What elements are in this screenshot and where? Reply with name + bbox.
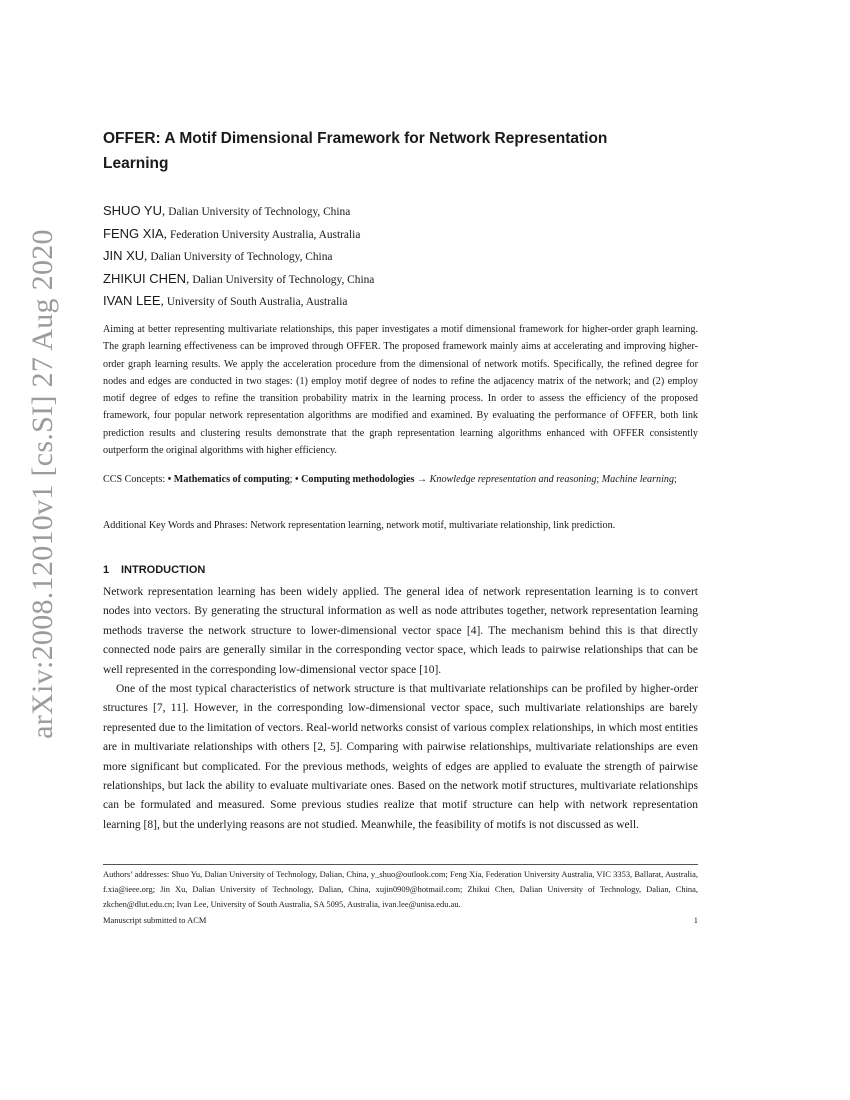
author-affiliation: Dalian University of Technology, China	[168, 206, 351, 218]
author-list	[103, 202, 698, 315]
page-number: 1	[693, 915, 698, 925]
author-entry: JIN XU, Dalian University of Technology, China	[103, 248, 333, 263]
intro-paragraph-2: One of the most typical characteristics of network structure is that multivariate relationships can be profiled by higher-order structures [7, 11]. However, in the corresponding low-dimensional vector space, such multivariate relationships are barely represented due to the limitation of vectors. Real-world networks consist of various complex relationships, in which most entities are in multivariate relationships with others [2, 5]. Comparing with pairwise relationships, multivariate relationships are even more significant but complicated. For the previous methods, weights of edges are applied to evaluate the strength of pairwise relationships, but lack the ability to evaluate multivariate ones. Based on the network motif structures, multivariate relationships can be formulated and measured. Some previous studies realize that motif structure can help with network representation learning [8], but the underlying reasons are not studied. Meanwhile, the feasibility of motifs is not discussed as well.	[103, 683, 698, 831]
author-affiliation: Dalian University of Technology, China	[150, 251, 333, 263]
author-name: IVAN LEE	[103, 293, 161, 308]
author-name: FENG XIA	[103, 225, 164, 241]
ccs-arrow: →	[414, 474, 430, 485]
footnote-divider	[103, 864, 698, 865]
ccs-separator: ;	[289, 474, 295, 485]
ccs-separator-2: ;	[596, 474, 602, 485]
ccs-end: ;	[674, 474, 677, 485]
author-affiliation: Federation University Australia, Australia	[169, 228, 361, 241]
manuscript-note: Manuscript submitted to ACM	[103, 915, 207, 925]
introduction-body	[103, 583, 698, 835]
author-entry: ZHIKUI CHEN, Dalian University of Technology, China	[103, 270, 375, 286]
ccs-concept-computing: • Computing methodologies	[295, 474, 415, 485]
author-name: JIN XU	[103, 248, 145, 263]
section-number: 1	[103, 564, 110, 576]
section-title: INTRODUCTION	[121, 564, 206, 576]
author-name: SHUO YU	[103, 203, 162, 218]
author-entry: IVAN LEE, University of South Australia, Australia	[103, 293, 348, 308]
arxiv-sidebar	[22, 229, 64, 739]
ccs-subconcept-knowledge: Knowledge representation and reasoning	[429, 474, 597, 485]
additional-keywords: Additional Key Words and Phrases: Network representation learning, network motif, multivariate relationship, link prediction.	[103, 520, 616, 531]
intro-paragraph-1: Network representation learning has been widely applied. The general idea of network representation learning is to convert nodes into vectors. By generating the structural information as well as node attributes together, network representation learning methods traverse the network structure to lower-dimensional vector space [4]. The mechanism behind this is that directly connected node pairs are generally similar in the corresponding vector space, which leads to pairwise relationships that can be well represented in the corresponding low-dimensional vector space [10].	[103, 586, 698, 676]
author-entry: SHUO YU, Dalian University of Technology, China	[103, 203, 351, 218]
authors-addresses-footnote: Authors’ addresses: Shuo Yu, Dalian University of Technology, Dalian, China, y_shuo@outlook.com; Feng Xia, Federation University Australia, VIC 3353, Ballarat, Australia, f.xia@ieee.org; Jin Xu, Dalian University of Technology, Dalian, China, xujin0909@hotmail.com; Zhikui Chen, Dalian University of Technology, Dalian, China, zkchen@dlut.edu.cn; Ivan Lee, University of South Australia, SA 5095, Australia, ivan.lee@unisa.edu.au.	[103, 869, 698, 910]
page-footer	[103, 912, 698, 928]
ccs-label: CCS Concepts:	[103, 474, 168, 485]
arxiv-identifier: arXiv:2008.12010v1 [cs.SI] 27 Aug 2020	[26, 229, 59, 739]
author-name: ZHIKUI CHEN	[103, 270, 187, 286]
author-affiliation: University of South Australia, Australia	[166, 296, 348, 308]
abstract: Aiming at better representing multivariate relationships, this paper investigates a motif dimensional framework for higher-order graph learning. The graph learning effectiveness can be improved through OFFER. The proposed framework mainly aims at accelerating and improving higher-order graph learning results. We apply the acceleration procedure from the dimensional of network motifs. Specifically, the refined degree for nodes and edges are conducted in two stages: (1) employ motif degree of nodes to refine the adjacency matrix of the network; and (2) employ motif degree of edges to refine the transition probability matrix in the learning process. In order to assess the efficiency of the proposed framework, four popular network representation algorithms are modified and examined. By evaluating the performance of OFFER, both link prediction results and clustering results demonstrate that the graph representation learning algorithms enhanced with OFFER consistently outperform the original algorithms with higher efficiency.	[103, 324, 698, 457]
author-affiliation: Dalian University of Technology, China	[192, 273, 375, 286]
ccs-concepts	[103, 471, 698, 488]
ccs-concept-math: • Mathematics of computing	[167, 474, 290, 485]
paper-title: OFFER: A Motif Dimensional Framework for Network Representation Learning	[103, 130, 608, 172]
section-heading-introduction	[103, 562, 205, 578]
ccs-subconcept-ml: Machine learning	[601, 474, 675, 485]
author-entry: FENG XIA, Federation University Australia, Australia	[103, 225, 361, 241]
